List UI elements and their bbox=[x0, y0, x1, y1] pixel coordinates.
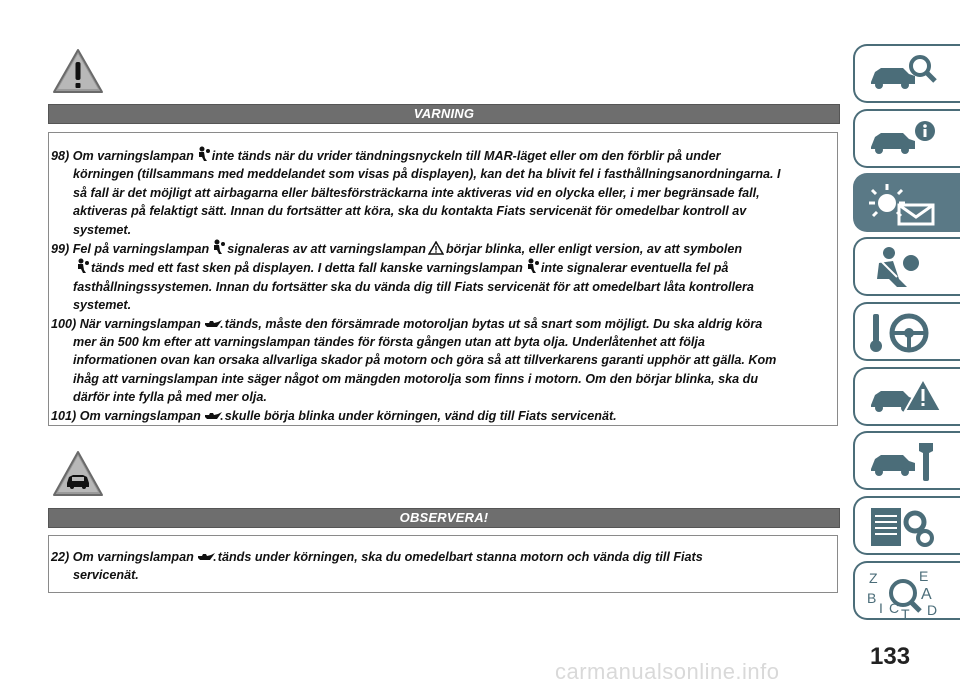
note-text: tänds med ett fast sken på displayen. I detta fall kanske varningslampan bbox=[91, 261, 523, 276]
index-letter: B bbox=[867, 590, 877, 606]
tab-car-info[interactable] bbox=[853, 109, 960, 168]
index-letter: T bbox=[901, 606, 910, 619]
note-text: tänds under körningen, ska du omedelbart stanna motorn och vända dig till Fiats bbox=[217, 550, 703, 564]
note-text: mer än 500 km efter att varningslampan tändes för första gången utan att byta olja. Underlåtenhet att följa bbox=[73, 335, 705, 350]
note-100 bbox=[51, 315, 831, 407]
index-letter: E bbox=[919, 569, 929, 584]
airbag-warning-icon bbox=[75, 258, 89, 274]
oil-can-icon bbox=[203, 318, 223, 330]
note-text: systemet. bbox=[73, 222, 132, 237]
index-letter: I bbox=[879, 600, 883, 616]
warning-title-bar: VARNING bbox=[48, 104, 840, 124]
car-search-icon bbox=[865, 52, 945, 98]
note-text: signaleras av att varningslampan bbox=[227, 242, 426, 257]
note-text: inte tänds när du vrider tändningsnyckeln till MAR-läget eller om den förblir på under bbox=[211, 149, 721, 163]
warning-light-message-icon bbox=[865, 181, 945, 227]
observe-notes-box bbox=[48, 535, 838, 593]
warning-notes-box bbox=[48, 132, 838, 426]
tab-maintenance[interactable] bbox=[853, 431, 960, 490]
airbag-warning-icon bbox=[525, 258, 539, 274]
note-text: körningen (tillsammans med meddelandet som visas på displayen), kan det ha blivit fel i fasthållningsanordningarna. I bbox=[73, 167, 781, 182]
airbag-warning-icon bbox=[211, 239, 225, 255]
observe-title-bar: OBSERVERA! bbox=[48, 508, 840, 528]
note-98 bbox=[51, 146, 831, 239]
note-text: ihåg att varningslampan inte säger något om mängden motorolja som finns i motorn. Om den börjar blinka, ska du bbox=[73, 371, 759, 386]
index-letter: C bbox=[889, 600, 900, 616]
note-22 bbox=[51, 548, 831, 585]
note-text: 99) Fel på varningslampan bbox=[51, 242, 210, 257]
tab-car-search[interactable] bbox=[853, 44, 960, 103]
watermark: carmanualsonline.info bbox=[555, 659, 780, 684]
note-text: börjar blinka, eller enligt version, av att symbolen bbox=[445, 242, 743, 257]
note-text: systemet. bbox=[73, 298, 132, 313]
note-text: skulle börja blinka under körningen, vänd dig till Fiats servicenät. bbox=[224, 408, 617, 423]
car-triangle-icon bbox=[52, 450, 104, 498]
tab-technical-data[interactable] bbox=[853, 496, 960, 555]
tab-index[interactable] bbox=[853, 561, 960, 620]
note-text: aktiveras på felaktigt sätt. Innan du fortsätter att köra, ska du kontakta Fiats servicenät för omedelbar kontroll av bbox=[73, 204, 747, 219]
note-text: servicenät. bbox=[73, 568, 139, 583]
note-99 bbox=[51, 239, 831, 315]
index-letter: D bbox=[927, 602, 938, 618]
airbag-warning-icon bbox=[196, 146, 210, 162]
seatbelt-airbag-icon bbox=[865, 245, 945, 291]
note-text: fasthållningssystemen. Innan du fortsätter ska du vända dig till Fiats servicenät för att omedelbart låta kontrollera bbox=[73, 279, 754, 294]
car-warning-icon bbox=[865, 375, 945, 421]
note-text: tänds, måste den försämrade motoroljan bytas ut så snart som möjligt. Du ska aldrig köra bbox=[224, 316, 763, 331]
tab-warning-lights[interactable] bbox=[853, 173, 960, 232]
oil-can-icon bbox=[203, 410, 223, 422]
key-steering-wheel-icon bbox=[865, 310, 945, 356]
page-number: 133 bbox=[870, 643, 911, 670]
note-text: informationen ovan kan orsaka allvarliga skador på motorn och göra så att tillverkarens garanti upphör att gälla. Kom bbox=[73, 353, 777, 368]
note-text: inte signalerar eventuella fel på bbox=[540, 261, 729, 276]
note-text: 98) Om varningslampan bbox=[51, 149, 194, 163]
alphabetical-index-icon bbox=[865, 569, 945, 619]
index-letter: A bbox=[921, 586, 932, 603]
note-text: därför inte fylla på med mer olja. bbox=[73, 390, 267, 405]
index-letter: Z bbox=[869, 570, 878, 586]
note-text: 100) När varningslampan bbox=[51, 316, 201, 331]
tab-emergency[interactable] bbox=[853, 367, 960, 426]
general-warning-icon bbox=[428, 241, 444, 255]
warning-triangle-icon bbox=[52, 48, 104, 94]
oil-can-icon bbox=[196, 551, 216, 563]
tab-starting-driving[interactable] bbox=[853, 302, 960, 361]
note-text: så fall är det möjligt att airbagarna eller bältesförsträckarna inte aktiveras vid en olycka eller, i mer begränsade fall, bbox=[73, 185, 760, 200]
car-info-icon bbox=[865, 117, 945, 163]
technical-data-icon bbox=[865, 504, 945, 550]
note-text: 22) Om varningslampan bbox=[51, 550, 194, 564]
note-text: 101) Om varningslampan bbox=[51, 408, 201, 423]
tab-safety[interactable] bbox=[853, 237, 960, 296]
car-wrench-icon bbox=[865, 439, 945, 485]
note-101 bbox=[51, 407, 831, 425]
